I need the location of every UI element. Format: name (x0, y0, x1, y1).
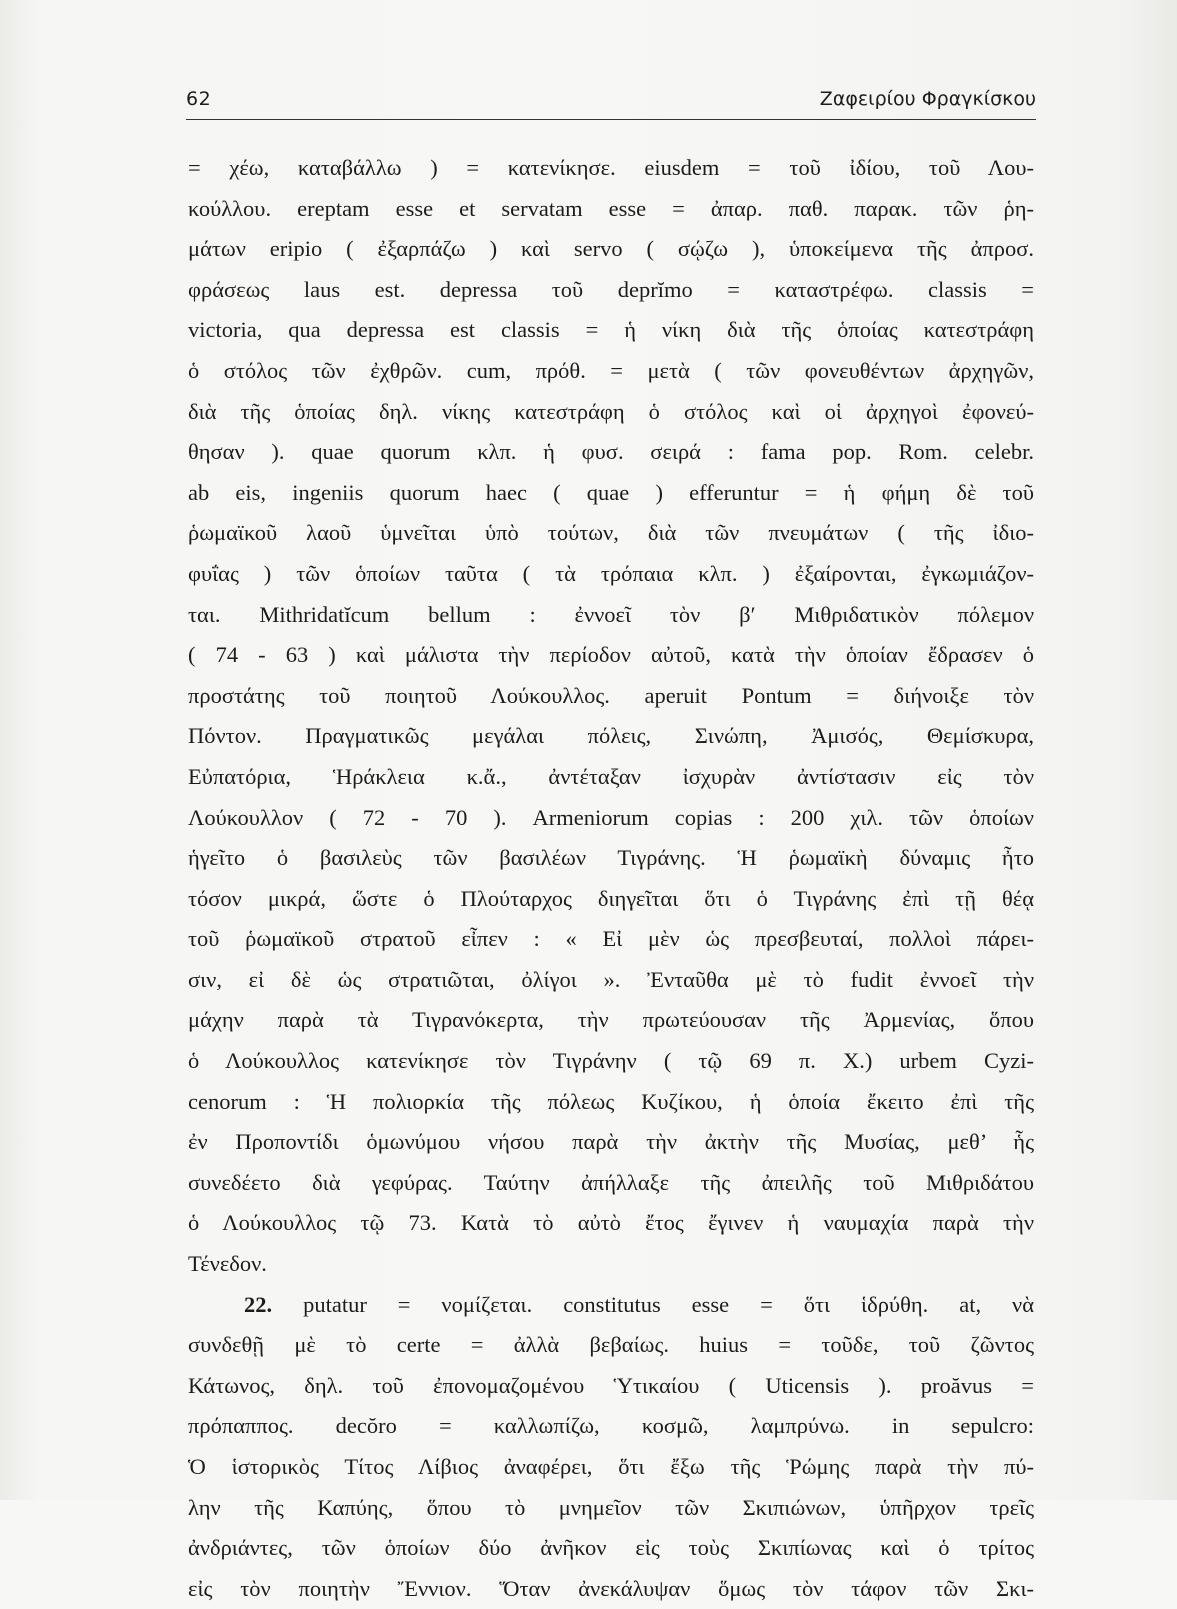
text-line: Πόντον. Πραγματικῶς μεγάλαι πόλεις, Σινώπη, Ἀμισός, Θεμίσκυρα, (188, 723, 1034, 749)
body-text (188, 148, 1034, 1609)
header-rule (186, 119, 1036, 120)
text-line: ται. Mithridatĭcum bellum : ἐννοεῖ τὸν β′ Μιθριδατικὸν πόλεμον (188, 601, 1034, 627)
text-line: κούλλου. ereptam esse et servatam esse = ἀπαρ. παθ. παρακ. τῶν ῥη- (188, 195, 1034, 221)
text-line: Ὁ ἱστορικὸς Τίτος Λίβιος ἀναφέρει, ὅτι ἔξω τῆς Ῥώμης παρὰ τὴν πύ- (188, 1454, 1034, 1479)
text-line: φράσεως laus est. depressa τοῦ deprĭmo = καταστρέφω. classis = (188, 276, 1034, 302)
paragraph-first-line (188, 1285, 1034, 1326)
text-line: Λούκουλλον ( 72 - 70 ). Armeniorum copias : 200 χιλ. τῶν ὁποίων (188, 804, 1034, 830)
text-line: ὁ Λούκουλλος κατενίκησε τὸν Τιγράνην ( τῷ 69 π. Χ.) urbem Cyzi- (188, 1048, 1034, 1074)
page-header (186, 84, 1036, 116)
text-line: λην τῆς Καπύης, ὅπου τὸ μνημεῖον τῶν Σκιπιώνων, ὑπῆρχον τρεῖς (188, 1494, 1034, 1520)
running-head: Ζαφειρίου Φραγκίσκου (819, 88, 1036, 110)
text-line: Τένεδον. (188, 1251, 267, 1277)
text-line: σιν, εἰ δὲ ὡς στρατιῶται, ὀλίγοι ». Ἐνταῦθα μὲ τὸ fudit ἐννοεῖ τὴν (188, 966, 1034, 992)
text-line: πρόπαππος. decŏro = καλλωπίζω, κοσμῶ, λαμπρύνω. in sepulcro: (188, 1413, 1034, 1439)
text-line: ab eis, ingeniis quorum haec ( quae ) efferuntur = ἡ φήμη δὲ τοῦ (188, 479, 1034, 505)
page-number: 62 (186, 88, 212, 110)
text-line: συνδεθῇ μὲ τὸ certe = ἀλλὰ βεβαίως. huius = τοῦδε, τοῦ ζῶντος (188, 1332, 1034, 1358)
text-line: ( 74 - 63 ) καὶ μάλιστα τὴν περίοδον αὐτοῦ, κατὰ τὴν ὁποίαν ἔδρασεν ὁ (188, 642, 1034, 668)
text-line: εἰς τὸν ποιητὴν Ἔννιον. Ὅταν ἀνεκάλυψαν ὅμως τὸν τάφον τῶν Σκι- (188, 1575, 1034, 1601)
text-line: φυΐας ) τῶν ὁποίων ταῦτα ( τὰ τρόπαια κλπ. ) ἐξαίρονται, ἐγκωμιάζον- (188, 560, 1034, 586)
text-line: μάτων eripio ( ἐξαρπάζω ) καὶ servo ( σῴζω ), ὑποκείμενα τῆς ἀπροσ. (188, 236, 1034, 262)
text-line: cenorum : Ἡ πολιορκία τῆς πόλεως Κυζίκου, ἡ ὁποία ἔκειτο ἐπὶ τῆς (188, 1088, 1034, 1114)
text-line: victoria, qua depressa est classis = ἡ νίκη διὰ τῆς ὁποίας κατεστράφη (188, 317, 1034, 343)
paragraph-number: 22. (244, 1291, 273, 1317)
text-line: ἀνδριάντες, τῶν ὁποίων δύο ἀνῆκον εἰς τοὺς Σκιπίωνας καὶ ὁ τρίτος (188, 1535, 1034, 1561)
text-line: προστάτης τοῦ ποιητοῦ Λούκουλλος. aperuit Pontum = διήνοιξε τὸν (188, 682, 1034, 708)
text-line: ὁ στόλος τῶν ἐχθρῶν. cum, πρόθ. = μετὰ ( τῶν φονευθέντων ἀρχηγῶν, (188, 357, 1034, 383)
text-line: Κάτωνος, δηλ. τοῦ ἐπονομαζομένου Ὑτικαίου ( Uticensis ). proăvus = (188, 1372, 1034, 1398)
text-line: μάχην παρὰ τὰ Τιγρανόκερτα, τὴν πρωτεύουσαν τῆς Ἀρμενίας, ὅπου (188, 1007, 1034, 1033)
text-line: θησαν ). quae quorum κλπ. ἡ φυσ. σειρά : fama pop. Rom. celebr. (188, 439, 1034, 465)
text-line: ὁ Λούκουλλος τῷ 73. Κατὰ τὸ αὐτὸ ἔτος ἔγινεν ἡ ναυμαχία παρὰ τὴν (188, 1210, 1034, 1236)
text-line: συνεδέετο διὰ γεφύρας. Ταύτην ἀπήλλαξε τῆς ἀπειλῆς τοῦ Μιθριδάτου (188, 1169, 1034, 1195)
text-line: τόσον μικρά, ὥστε ὁ Πλούταρχος διηγεῖται ὅτι ὁ Τιγράνης ἐπὶ τῇ θέᾳ (188, 885, 1034, 911)
text-line: ῥωμαϊκοῦ λαοῦ ὑμνεῖται ὑπὸ τούτων, διὰ τῶν πνευμάτων ( τῆς ἰδιο- (188, 520, 1034, 546)
text-line: Εὐπατόρια, Ἡράκλεια κ.ἄ., ἀντέταξαν ἰσχυρὰν ἀντίστασιν εἰς τὸν (188, 763, 1034, 789)
paragraph-first-line-text: putatur = νομίζεται. constitutus esse = ὅτι ἱδρύθη. at, νὰ (272, 1291, 1034, 1317)
text-line: διὰ τῆς ὁποίας δηλ. νίκης κατεστράφη ὁ στόλος καὶ οἱ ἀρχηγοὶ ἐφονεύ- (188, 398, 1034, 424)
text-line: = χέω, καταβάλλω ) = κατενίκησε. eiusdem = τοῦ ἰδίου, τοῦ Λου- (188, 155, 1034, 180)
text-line: τοῦ ῥωμαϊκοῦ στρατοῦ εἶπεν : « Εἰ μὲν ὡς πρεσβευταί, πολλοὶ πάρει- (188, 926, 1034, 952)
text-line: ἡγεῖτο ὁ βασιλεὺς τῶν βασιλέων Τιγράνης. Ἡ ῥωμαϊκὴ δύναμις ἦτο (188, 845, 1034, 871)
text-line: ἐν Προποντίδι ὁμωνύμου νήσου παρὰ τὴν ἀκτὴν τῆς Μυσίας, μεθ’ ἧς (188, 1129, 1034, 1155)
